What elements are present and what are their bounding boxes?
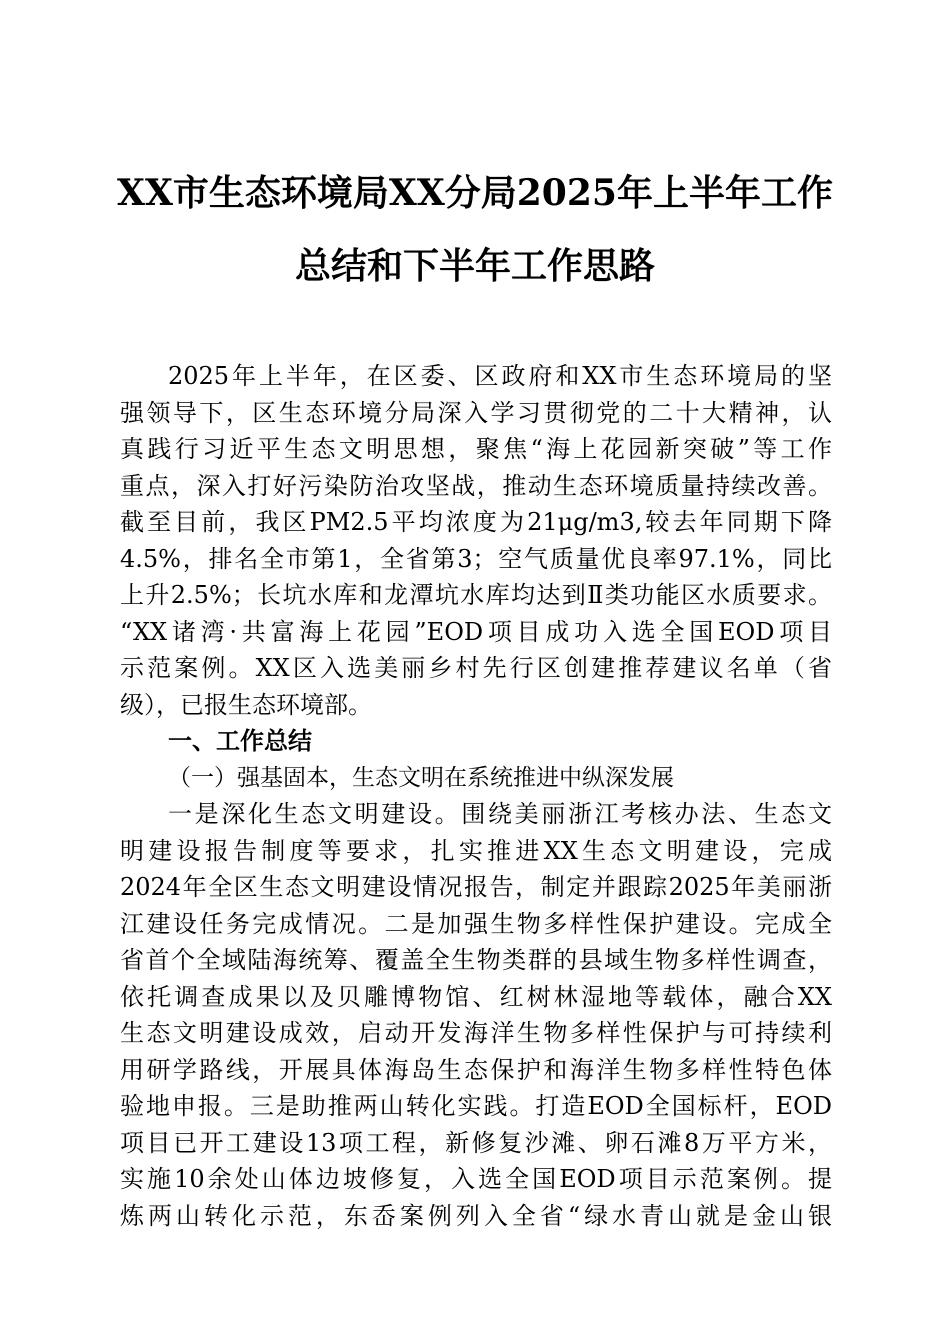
intro-line: 截至目前，我区PM2.5平均浓度为21μg/m3,较去年同期下降 (120, 508, 832, 536)
section-heading-1: 一、工作总结 (168, 727, 312, 755)
section-line: 实施10余处山体边坡修复，入选全国EOD项目示范案例。提 (120, 1165, 832, 1193)
document-body (120, 358, 832, 1234)
section-line: 依托调查成果以及贝雕博物馆、红树林湿地等载体，融合XX (120, 982, 832, 1011)
section-line: 一是深化生态文明建设。围绕美丽浙江考核办法、生态文 (168, 800, 832, 828)
section-line: 验地申报。三是助推两山转化实践。打造EOD全国标杆，EOD (120, 1092, 832, 1120)
intro-line: 强领导下，区生态环境分局深入学习贯彻党的二十大精神，认 (120, 398, 832, 427)
intro-line: 真践行习近平生态文明思想，聚焦“海上花园新突破”等工作 (120, 435, 832, 463)
intro-line: 上升2.5%；长坑水库和龙潭坑水库均达到Ⅱ类功能区水质要求。 (120, 581, 832, 609)
intro-line: 4.5%，排名全市第1，全省第3；空气质量优良率97.1%，同比 (120, 544, 832, 573)
intro-line: 示范案例。XX区入选美丽乡村先行区创建推荐建议名单（省 (120, 654, 832, 682)
section-line: 生态文明建设成效，启动开发海洋生物多样性保护与可持续利 (120, 1019, 832, 1047)
section-line: 项目已开工建设13项工程，新修复沙滩、卵石滩8万平方米， (120, 1128, 832, 1157)
intro-line: 2025年上半年，在区委、区政府和XX市生态环境局的坚 (168, 362, 832, 390)
document-title-line-1: XX市生态环境局XX分局2025年上半年工作 (117, 172, 833, 214)
intro-line: “XX诸湾·共富海上花园”EOD项目成功入选全国EOD项目 (120, 617, 832, 646)
intro-line: 重点，深入打好污染防治攻坚战，推动生态环境质量持续改善。 (120, 471, 832, 500)
section-line: 江建设任务完成情况。二是加强生物多样性保护建设。完成全 (120, 909, 832, 938)
section-line: 炼两山转化示范，东岙案例列入全省“绿水青山就是金山银 (120, 1201, 832, 1230)
section-heading-2: （一）强基固本，生态文明在系统推进中纵深发展 (168, 764, 674, 791)
document-title-line-2: 总结和下半年工作思路 (294, 245, 655, 287)
section-line: 用研学路线，开展具体海岛生态保护和海洋生物多样性特色体 (120, 1055, 832, 1084)
section-line: 省首个全域陆海统筹、覆盖全生物类群的县域生物多样性调查， (120, 946, 832, 974)
section-line: 2024年全区生态文明建设情况报告，制定并跟踪2025年美丽浙 (120, 873, 832, 901)
section-line: 明建设报告制度等要求，扎实推进XX生态文明建设，完成 (120, 836, 832, 865)
intro-line: 级），已报生态环境部。 (120, 690, 372, 719)
